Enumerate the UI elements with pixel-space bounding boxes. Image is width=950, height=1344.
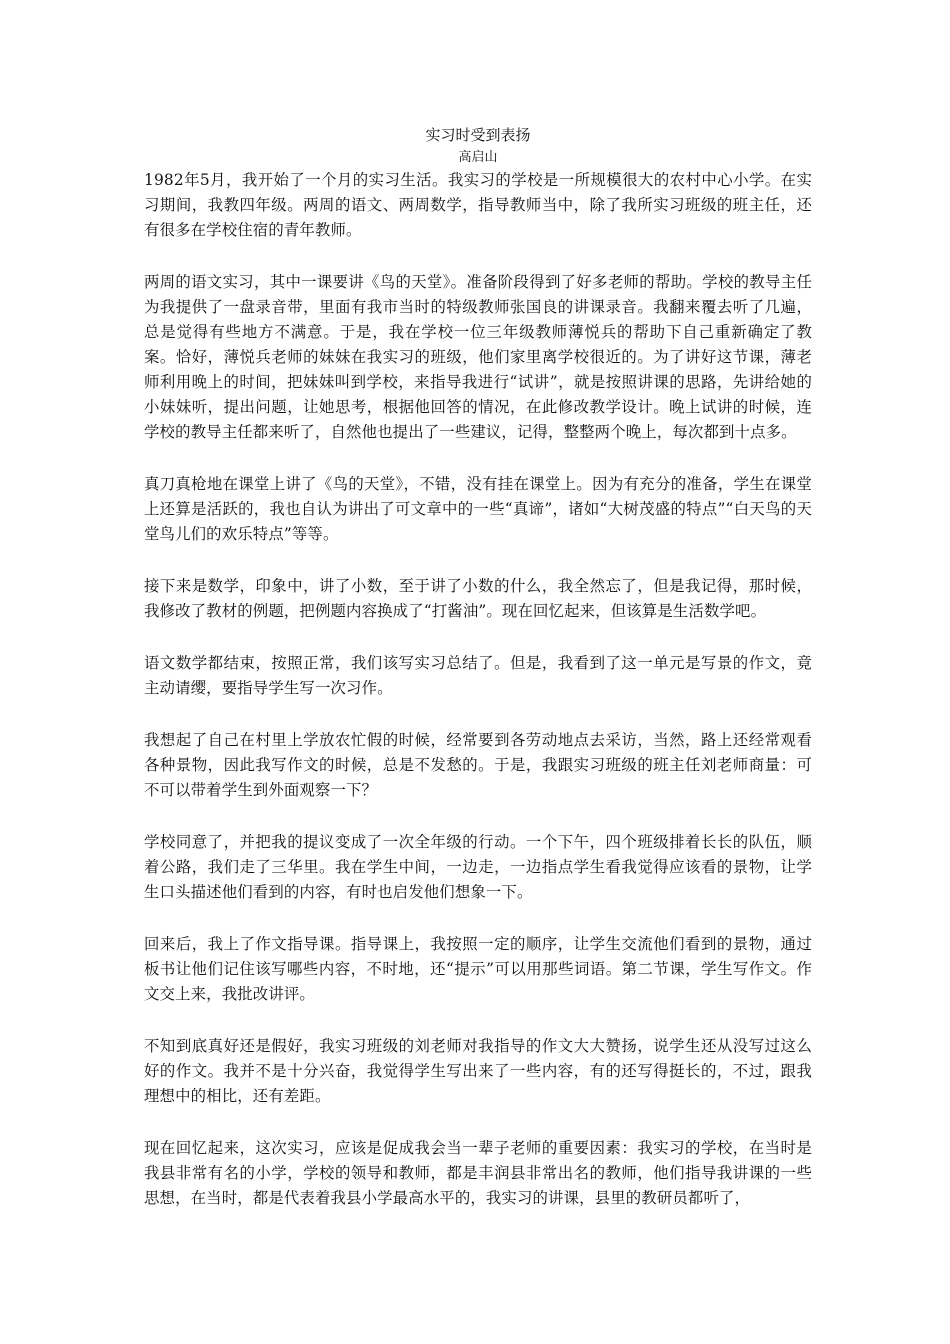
paragraph: 两周的语文实习，其中一课要讲《鸟的天堂》。准备阶段得到了好多老师的帮助。学校的教导主任为我提供了一盘录音带，里面有我市当时的特级教师张国良的讲课录音。我翻来覆去听了几遍，总是觉得有些地方不满意。于是，我在学校一位三年级教师薄悦兵的帮助下自己重新确定了教案。恰好，薄悦兵老师的妹妹在我实习的班级，他们家里离学校很近的。为了讲好这节课，薄老师利用晚上的时间，把妹妹叫到学校，来指导我进行“试讲”，就是按照讲课的思路，先讲给她的小妹妹听，提出问题，让她思考，根据他回答的情况，在此修改教学设计。晚上试讲的时候，连学校的教导主任都来听了，自然他也提出了一些建议，记得，整整两个晚上，每次都到十点多。: [144, 273, 812, 441]
paragraph: 接下来是数学，印象中，讲了小数，至于讲了小数的什么，我全然忘了，但是我记得，那时候，我修改了教材的例题，把例题内容换成了“打酱油”。现在回忆起来，但该算是生活数学吧。: [144, 577, 812, 620]
paragraph: 不知到底真好还是假好，我实习班级的刘老师对我指导的作文大大赞扬，说学生还从没写过这么好的作文。我并不是十分兴奋，我觉得学生写出来了一些内容，有的还写得挺长的，不过，跟我理想中的相比，还有差距。: [144, 1037, 812, 1105]
paragraph: 回来后，我上了作文指导课。指导课上，我按照一定的顺序，让学生交流他们看到的景物，通过板书让他们记住该写哪些内容，不时地，还“提示”可以用那些词语。第二节课，学生写作文。作文交上来，我批改讲评。: [144, 935, 812, 1003]
document-page: [144, 124, 812, 1238]
paragraph: 现在回忆起来，这次实习，应该是促成我会当一辈子老师的重要因素：我实习的学校，在当时是我县非常有名的小学，学校的领导和教师，都是丰润县非常出名的教师，他们指导我讲课的一些思想，在当时，都是代表着我县小学最高水平的，我实习的讲课，县里的教研员都听了，: [144, 1139, 812, 1207]
paragraph: 1982年5月，我开始了一个月的实习生活。我实习的学校是一所规模很大的农村中心小学。在实习期间，我教四年级。两周的语文、两周数学，指导教师当中，除了我所实习班级的班主任，还有很多在学校住宿的青年教师。: [144, 171, 812, 239]
paragraph: 语文数学都结束，按照正常，我们该写实习总结了。但是，我看到了这一单元是写景的作文，竟主动请缨，要指导学生写一次习作。: [144, 654, 812, 697]
paragraph: 我想起了自己在村里上学放农忙假的时候，经常要到各劳动地点去采访，当然，路上还经常观看各种景物，因此我写作文的时候，总是不发愁的。于是，我跟实习班级的班主任刘老师商量：可不可以带着学生到外面观察一下？: [144, 731, 812, 799]
paragraph: 学校同意了，并把我的提议变成了一次全年级的行动。一个下午，四个班级排着长长的队伍，顺着公路，我们走了三华里。我在学生中间，一边走，一边指点学生看我觉得应该看的景物，让学生口头描述他们看到的内容，有时也启发他们想象一下。: [144, 833, 812, 901]
document-title: 实习时受到表扬: [425, 126, 531, 144]
document-author: 高启山: [458, 150, 498, 165]
paragraph: 真刀真枪地在课堂上讲了《鸟的天堂》，不错，没有挂在课堂上。因为有充分的准备，学生在课堂上还算是活跃的，我也自认为讲出了可文章中的一些“真谛”，诸如“大树茂盛的特点”“白天鸟的天堂鸟儿们的欢乐特点”等等。: [144, 475, 812, 543]
